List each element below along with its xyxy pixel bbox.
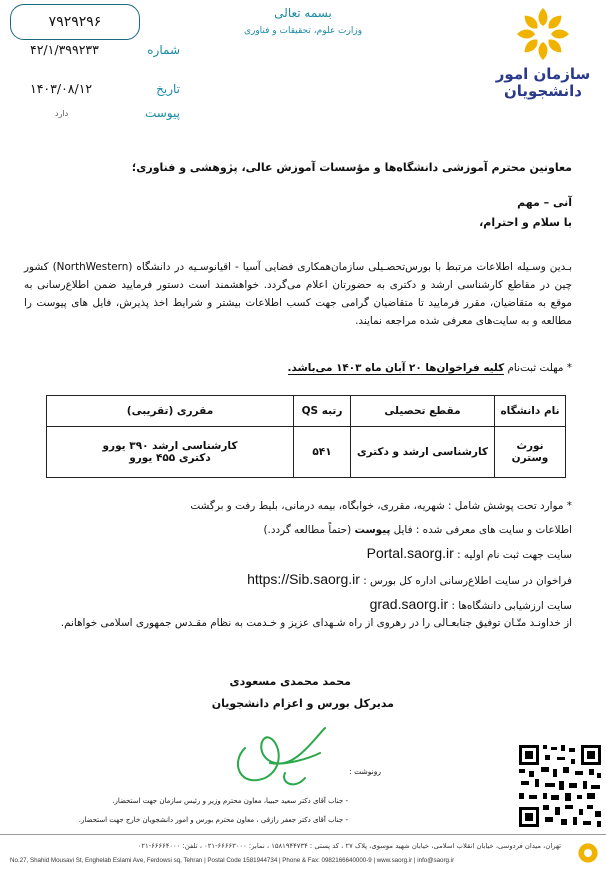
main-paragraph: بـدین وسـیله اطلاعات مرتبط با بورس‌تحصـیلی سازمان‌همکاری فضایی آسیا - اقیانوسـیه در دانشگاه (NorthWestern) کشور چین در مقاطع کارشناسی ارشد و دکتری به حضورتان اعلام می‌گردد. خواهشمند است دستور فرمایید ضمن اطلاع‌رسانی به موقع به متقاضیان، مقرر فرمایید تا متقاضیان گرامی جهت کسب اطلاعات بیشتر و شرایط اخذ پذیرش، فایل های پیوست را مطالعه و به سایت‌های معرفی شده مراجعه نمایند.: [24, 261, 572, 327]
info-prefix: اطلاعات و سایت های معرفی شده : فایل: [393, 523, 572, 536]
university-cell: نورث وسترن: [495, 427, 566, 478]
footer-divider: [0, 834, 606, 835]
signer-title: مدیرکل بورس و اعزام دانشجویان: [211, 697, 394, 710]
attach-row: [55, 106, 180, 120]
table-header-row: [47, 396, 566, 427]
deadline: [288, 362, 572, 374]
letter-id: ۷۹۲۹۲۹۶: [48, 14, 102, 30]
addressee: معاونین محترم آموزشی دانشگاه‌ها و مؤسسات آموزش عالی، پژوهشی و فناوری؛: [131, 161, 572, 174]
info-line: [24, 519, 572, 543]
qr-code-icon: [517, 743, 603, 829]
footer-address-fa: تهران، میدان فردوسی، خیابان انقلاب اسلامی، خیابان شهید موسوی، پلاک ۲۷ ، کد پستی : ۱۵۸۱۹۴۴۷۳۴ ، نمابر: ۶۶۶۶۳۰۰۰-۰۲۱ ، تلفن: ۶۶۶۶۴۰۰۰-۰۲۱: [137, 842, 561, 850]
coverage-line: * موارد تحت پوشش شامل : شهریه، مقرری، خوابگاه، بیمه درمانی، بلیط رفت و برگشت: [190, 500, 572, 512]
site2-link[interactable]: https://Sib.saorg.ir: [247, 570, 360, 587]
site3-label: سایت ارزشیابی دانشگاه‌ها :: [451, 600, 572, 612]
number-label: شماره: [147, 42, 180, 57]
ministry-name: وزارت علوم، تحقیقات و فناوری: [243, 26, 363, 36]
degree-cell: کارشناسی ارشد و دکتری: [351, 427, 495, 478]
stipend-ms: کارشناسی ارشد ۳۹۰ یورو: [102, 440, 238, 452]
org-name: سازمان امور دانشجویان: [495, 65, 591, 100]
footer-emblem-icon: [576, 841, 600, 865]
signer-name: محمد محمدی مسعودی: [229, 675, 351, 688]
deadline-emphasis: کلیه فراخوان‌ها ۲۰ آبان ماه ۱۴۰۳ می‌باشد.: [287, 362, 505, 374]
attach-label: پیوست: [145, 106, 180, 120]
footer-address-en: No.27, Shahid Mousavi St, Enghelab Eslami Ave, Ferdowsi sq, Tehran | Postal Code 1581944734 | Phone & Fax: 0982166640000-9 | www.saorg.ir | info@saorg.ir: [10, 857, 455, 864]
number-value: ۴۲/۱/۳۹۹۲۳۳: [30, 42, 99, 57]
site3-link[interactable]: grad.saorg.ir: [369, 596, 449, 612]
signature-icon: [225, 718, 335, 793]
letter-id-box: [10, 4, 140, 40]
stipend-cell: [47, 427, 294, 478]
table-row: [47, 427, 566, 478]
site1-label: سایت جهت ثبت نام اولیه :: [457, 549, 572, 561]
scholarship-table: [46, 395, 566, 478]
table-header: مقطع تحصیلی: [351, 396, 495, 427]
table-header: نام دانشگاه: [495, 396, 566, 427]
attach-value: دارد: [55, 108, 69, 118]
stipend-phd: دکتری ۴۵۵ یورو: [129, 452, 211, 464]
bismillah: بسمه تعالی: [274, 6, 332, 20]
urgency: آنی – مهم: [517, 196, 572, 209]
info-suffix: (حتماً مطالعه گردد.): [263, 523, 352, 536]
greeting: با سلام و احترام،: [479, 216, 572, 229]
cc-line: - جناب آقای دکتر سعید حبیبا، معاون محترم وزیر و رئیس سازمان جهت استحضار.: [112, 797, 348, 805]
date-row: [30, 81, 180, 96]
cc-line: - جناب آقای دکتر جعفر رازقی ، معاون محترم بورس و امور دانشجویان خارج جهت استحضار.: [78, 816, 348, 824]
number-row: [30, 42, 180, 57]
site1-link[interactable]: Portal.saorg.ir: [366, 545, 454, 561]
site2-label: فراخوان در سایت اطلاع‌رسانی اداره کل بورس :: [363, 574, 572, 587]
table-header: رتبه QS: [294, 396, 351, 427]
cc-label: رونوشت :: [349, 767, 381, 776]
details-list: [24, 495, 572, 619]
qs-rank-cell: ۵۴۱: [294, 427, 351, 478]
deadline-prefix: * مهلت ثبت‌نام: [507, 362, 572, 374]
date-label: تاریخ: [156, 81, 180, 96]
site-line: [24, 568, 572, 594]
closing-text: از خداونـد متّـان توفیق جنابعـالی را در رهروی از راه شـهدای عزیز و خـدمت به نظام مقـدس جمهوری اسلامی خواهانم.: [60, 617, 572, 629]
site-line: [24, 542, 572, 568]
date-value: ۱۴۰۳/۰۸/۱۲: [30, 81, 93, 96]
table-header: مقرری (تقریبی): [47, 396, 294, 427]
info-emphasis: پیوست: [354, 523, 391, 536]
